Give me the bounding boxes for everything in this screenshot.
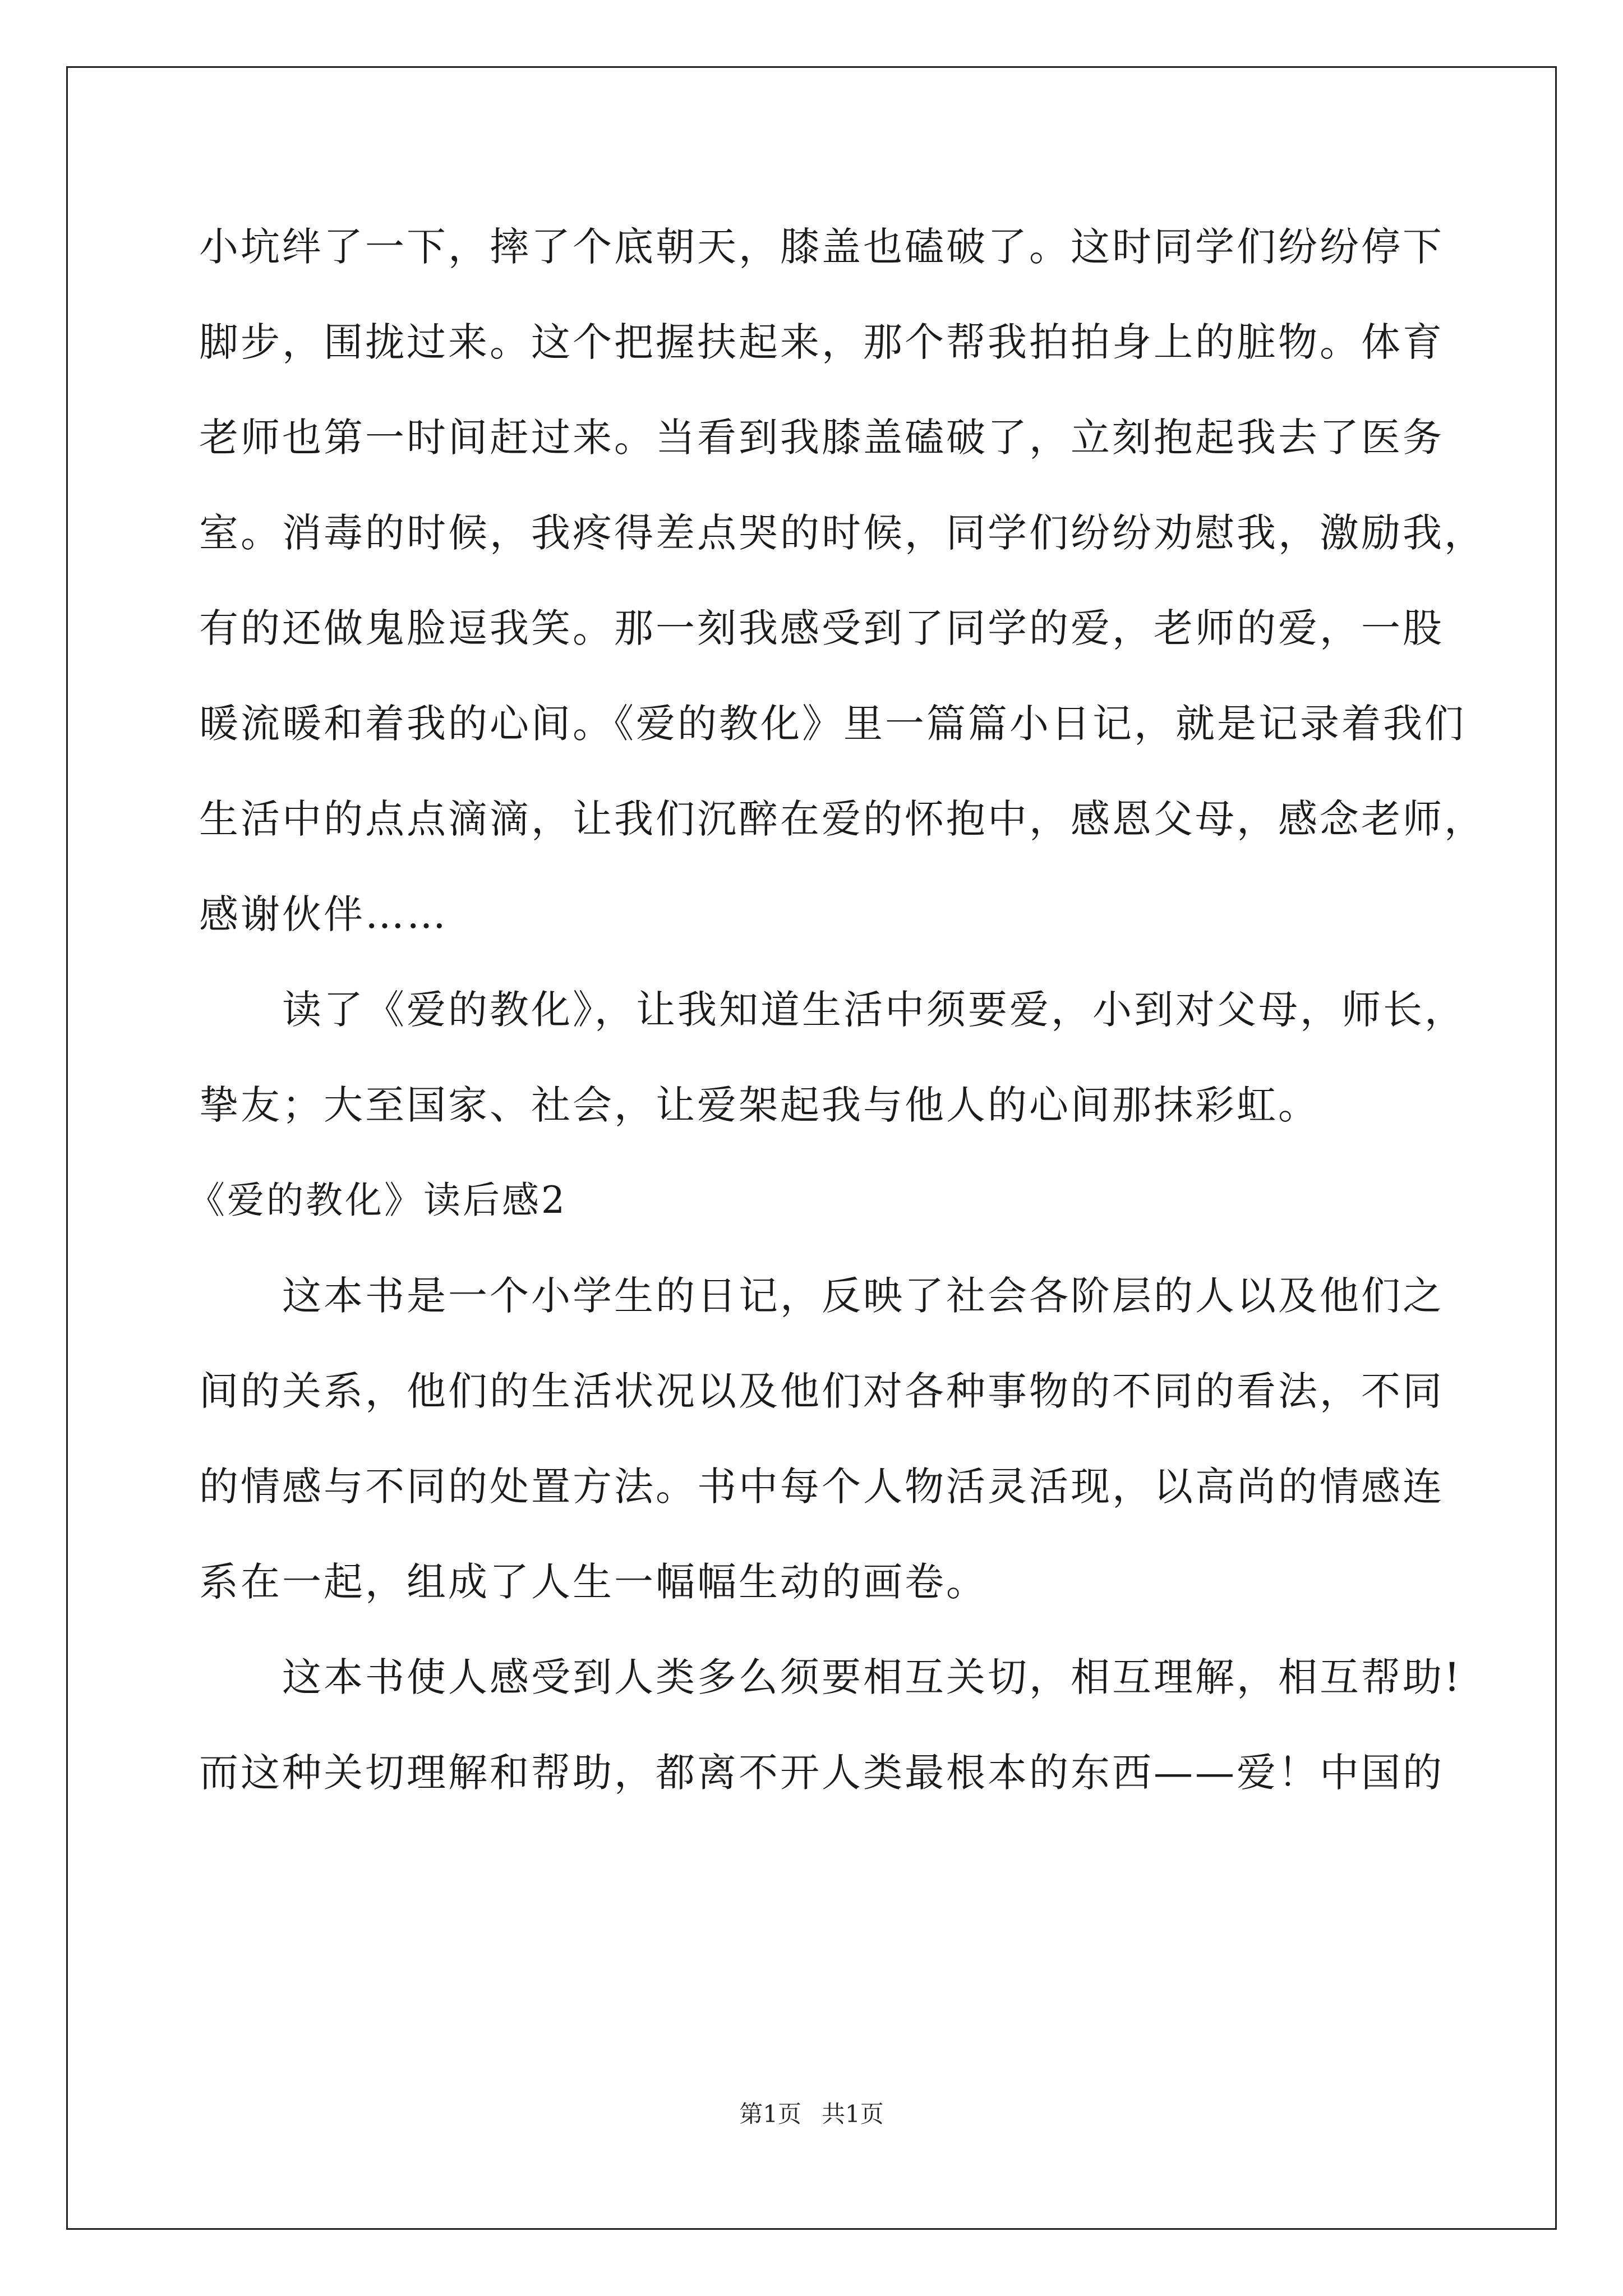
text-line: 小坑绊了一下，摔了个底朝天，膝盖也磕破了。这时同学们纷纷停下	[199, 224, 1444, 270]
section-heading: 《爱的教化》读后感2	[188, 1179, 567, 1222]
page-number-current: 第1页	[739, 2100, 801, 2128]
text-line: 有的还做鬼脸逗我笑。那一刻我感受到了同学的爱，老师的爱，一股	[199, 605, 1444, 651]
text-line: 生活中的点点滴滴，让我们沉醉在爱的怀抱中，感恩父母，感念老师，	[199, 796, 1486, 842]
text-line: 系在一起，组成了人生一幅幅生动的画卷。	[199, 1559, 988, 1605]
text-line: 老师也第一时间赶过来。当看到我膝盖磕破了，立刻抱起我去了医务	[199, 415, 1444, 461]
document-body	[188, 199, 1486, 1820]
paragraph-start-line: 读了《爱的教化》，让我知道生活中须要爱，小到对父母，师长，	[282, 987, 1466, 1033]
text-line: 脚步，围拢过来。这个把握扶起来，那个帮我拍拍身上的脏物。体育	[199, 319, 1444, 365]
page-footer	[0, 2100, 1623, 2128]
text-line: 间的关系，他们的生活状况以及他们对各种事物的不同的看法，不同	[199, 1368, 1444, 1414]
page-number-total: 共1页	[822, 2100, 884, 2128]
text-line: 而这种关切理解和帮助，都离不开人类最根本的东西——爱！中国的	[199, 1750, 1444, 1796]
text-line: 的情感与不同的处置方法。书中每个人物活灵活现，以高尚的情感连	[199, 1464, 1444, 1510]
paragraph-start-line: 这本书使人感受到人类多么须要相互关切，相互理解，相互帮助!	[282, 1654, 1463, 1700]
text-line: 暖流暖和着我的心间。《爱的教化》里一篇篇小日记，就是记录着我们	[199, 701, 1466, 747]
text-line: 室。消毒的时候，我疼得差点哭的时候，同学们纷纷劝慰我，激励我，	[199, 510, 1486, 556]
text-line: 挚友；大至国家、社会，让爱架起我与他人的心间那抹彩虹。	[199, 1082, 1320, 1128]
text-line: 感谢伙伴……	[199, 891, 448, 937]
paragraph-start-line: 这本书是一个小学生的日记，反映了社会各阶层的人以及他们之	[282, 1273, 1444, 1319]
